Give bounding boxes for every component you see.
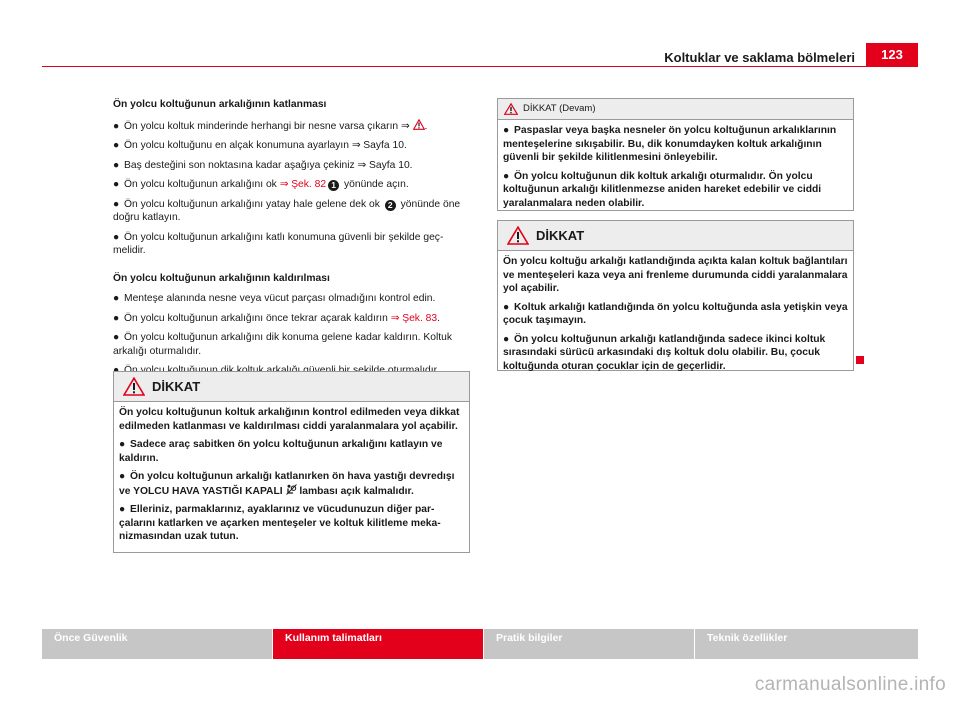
bullet-icon: ● [503, 333, 510, 345]
footer-nav [42, 629, 918, 659]
bullet-icon: ● [503, 301, 510, 313]
left-column [113, 98, 468, 384]
warning-header [498, 221, 853, 251]
callout-number: 1 [328, 180, 339, 191]
bullet-icon: ● [113, 179, 120, 190]
bullet-icon: ● [113, 120, 120, 132]
warning-intro: Ön yolcu koltuğu arkalığı katlandığında açıkta kalan koltuk bağlantıları ve menteşeleri kaza veya ani frenleme durumunda ciddi yaralanmalara yol açabilir. [503, 256, 848, 294]
bullet-icon: ● [119, 439, 126, 450]
warning-body [114, 402, 469, 549]
bullet-icon: ● [113, 312, 120, 324]
list-item: ● Koltuk arkalığı katlandığında ön yolcu koltuğunda asla yetişkin veya çocuk taşımayın. [503, 301, 848, 326]
list-item: ● Ön yolcu koltuğunun arkalığını dik konuma gelene kadar kaldırın. Koltuk arkalığı oturmalıdır. [113, 332, 452, 357]
tab-teknik-ozellikler[interactable]: Teknik özellikler [695, 629, 918, 659]
list-item: ● Ön yolcu koltuğunu en alçak konumuna ayarlayın ⇒ Sayfa 10. [113, 140, 407, 151]
airbag-off-icon [286, 484, 297, 495]
section-heading-fold: Ön yolcu koltuğunun arkalığının katlanması [113, 99, 327, 110]
bullet-icon: ● [113, 293, 120, 304]
bullet-icon: ● [113, 231, 120, 243]
warning-body [498, 251, 853, 378]
list-item: ● Ön yolcu koltuğunun arkalığı katlanırken ön hava yastığı devredışı ve YOLCU HAVA YASTIĞI KAPALI lambası açık kalmalıdır. [119, 471, 455, 497]
warning-box [113, 371, 470, 553]
warning-triangle-icon [507, 226, 529, 245]
warning-header [114, 372, 469, 402]
figure-link[interactable]: ⇒ Şek. 83 [390, 312, 438, 324]
warning-triangle-icon [504, 103, 518, 115]
warning-box [497, 220, 854, 371]
bullet-icon: ● [113, 159, 120, 171]
list-item: ● Menteşe alanında nesne veya vücut parçası olmadığını kontrol edin. [113, 293, 436, 304]
warning-title: DİKKAT [536, 227, 585, 243]
bullet-icon: ● [113, 198, 120, 210]
list-item: ● Ön yolcu koltuğunun arkalığı katlandığında sadece ikinci koltuk sırasındaki sürücü arkasındaki dış koltuk dolu olabilir. Bu, çocuk koltuğunda oturan çocuklar için de geçerlidir. [503, 333, 826, 372]
list-item: ● Baş desteğini son noktasına kadar aşağıya çekiniz ⇒ Sayfa 10. [113, 159, 413, 171]
tab-pratik-bilgiler[interactable]: Pratik bilgiler [484, 629, 694, 659]
bullet-icon: ● [119, 471, 126, 482]
warning-box-continued [497, 98, 854, 211]
warning-title: DİKKAT (Devam) [523, 103, 596, 115]
warning-intro: Ön yolcu koltuğunun koltuk arkalığının kontrol edilmeden veya dikkat edilmeden katlanması ve kaldırılması ciddi yaralanmalara yol açabilir. [119, 407, 460, 432]
warning-header [498, 99, 853, 120]
watermark: carmanualsonline.info [754, 674, 946, 695]
page-number: 123 [866, 43, 918, 67]
list-item: ● Ön yolcu koltuğunun dik koltuk arkalığı oturmalıdır. Ön yolcu koltuğunun arkalığı kilitlenmezse aniden hareket edebilir ve ciddi yaralanmalara neden olabilir. [503, 170, 822, 209]
section-heading-raise: Ön yolcu koltuğunun arkalığının kaldırılması [113, 272, 330, 284]
section-end-marker [856, 356, 864, 364]
callout-number: 2 [385, 200, 396, 211]
list-item: ● Ön yolcu koltuk minderinde herhangi bir nesne varsa çıkarın ⇒ . [113, 120, 428, 132]
list-item: ● Elleriniz, parmaklarınız, ayaklarınız ve vücudunuzun diğer parçalarını katlarken ve açarken menteşeler ve koltuk kilitleme mekanizmasından uzak tutun. [119, 504, 441, 542]
header-divider [42, 66, 918, 67]
bullet-icon: ● [113, 140, 120, 151]
list-item: ● Ön yolcu koltuğunun arkalığını ok ⇒ Şek. 82 1 yönünde açın. [113, 179, 409, 190]
bullet-icon: ● [113, 332, 120, 343]
list-item: ● Paspaslar veya başka nesneler ön yolcu koltuğunun arkalıklarının menteşelerine sıkışabilir. Bu, dik konumdayken koltuk arkalığının güvenli bir şekilde kilitlenmesini önleyebilir. [503, 125, 837, 163]
bullet-icon: ● [119, 504, 126, 515]
list-item: ● Ön yolcu koltuğunun arkalığını katlı konumuna güvenli bir şekilde geçmelidir. [113, 231, 444, 256]
warning-body [498, 120, 853, 215]
tab-kullanim-talimatlari[interactable]: Kullanım talimatları [273, 629, 483, 659]
warning-title: DİKKAT [152, 378, 201, 394]
section-title: Koltuklar ve saklama bölmeleri [664, 50, 855, 65]
bullet-icon: ● [503, 170, 510, 182]
warning-triangle-icon [123, 377, 145, 396]
list-item: ● Ön yolcu koltuğunun arkalığını önce tekrar açarak kaldırın ⇒ Şek. 83. [113, 312, 441, 324]
figure-link[interactable]: ⇒ Şek. 82 [279, 179, 327, 190]
warning-triangle-icon [413, 119, 425, 130]
tab-once-guvenlik[interactable]: Önce Güvenlik [42, 629, 272, 659]
bullet-icon: ● [503, 125, 510, 136]
list-item: ● Sadece araç sabitken ön yolcu koltuğunun arkalığını katlayın ve kaldırın. [119, 439, 443, 464]
list-item: ● Ön yolcu koltuğunun arkalığını yatay hale gelene dek ok 2 yönünde öne doğru katlayın. [113, 198, 461, 223]
